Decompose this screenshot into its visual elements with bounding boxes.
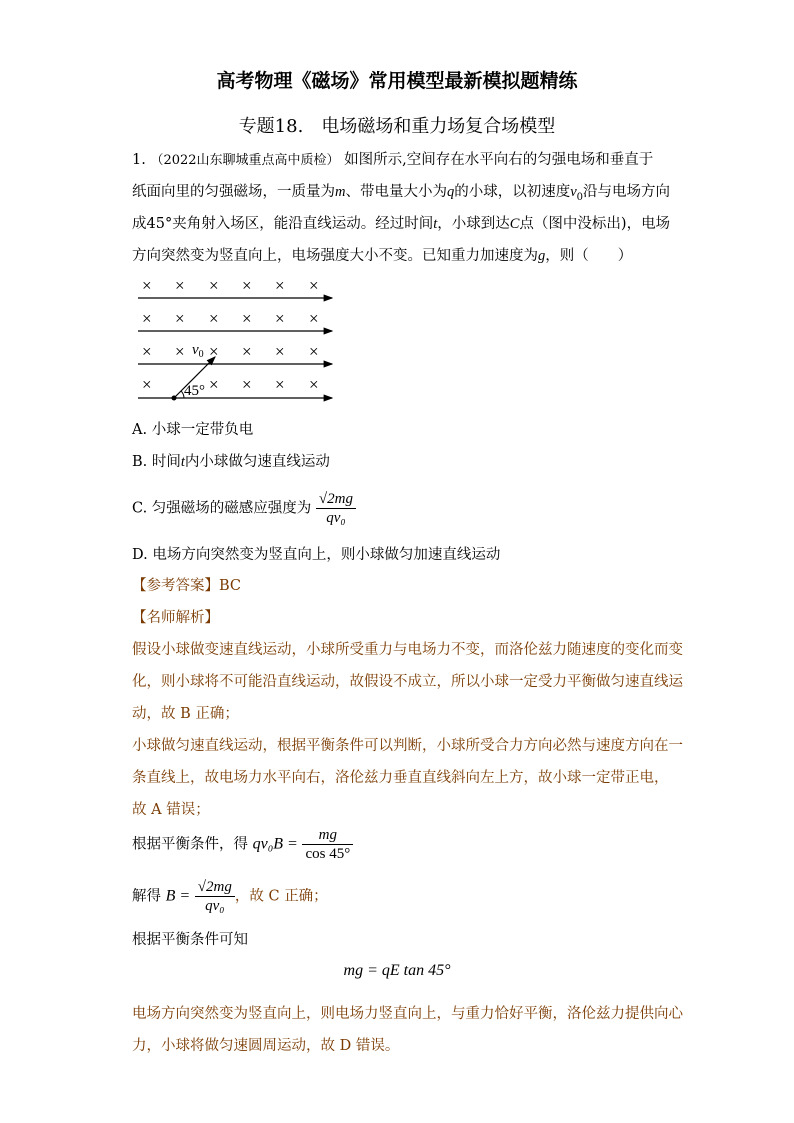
analysis-p3: 根据平衡条件，得 qv₀B = $\frac{mg}{\cos 45^\circ}$ [132,826,353,863]
option-c: C. 匀强磁场的磁感应强度为 $\frac{√2mg}{\text{qv₀}}$ [132,490,356,527]
cross-mark: × [142,375,152,394]
option-c-fraction: $\frac{√2mg}{\text{qv₀}}$ [316,490,356,527]
question-source: （2022山东聊城重点高中质检） [150,153,340,168]
question-line-2: 纸面向里的匀强磁场，一质量为m、带电量大小为q的小球，以初速度$v_0$沿与电场方向 [132,184,671,203]
cross-mark: × [142,276,152,295]
field-diagram [132,272,342,407]
cross-mark: × [209,276,219,295]
analysis-p4: 解得 B = $\frac{√2mg}{\text{qv₀}}$ ，故 C 正确； [132,879,328,914]
analysis-p6-line-2: 力，小球将做匀速圆周运动，故 D 错误。 [132,1038,400,1054]
cross-mark: × [275,276,285,295]
cross-mark: × [309,276,319,295]
cross-mark: × [142,309,152,328]
cross-mark: × [175,342,185,361]
analysis-p1-line-2: 化，则小球将不可能沿直线运动，故假设不成立，所以小球一定受力平衡做匀速直线运 [132,674,683,690]
cross-mark: × [175,309,185,328]
equilibrium-fraction: $\frac{mg}{\cos 45^\circ}$ [302,826,353,863]
analysis-p5: 根据平衡条件可知 [132,932,248,948]
cross-mark: × [209,375,219,394]
answer-value: BC [219,578,242,594]
question-line-3: 成45°夹角射入场区，能沿直线运动。经过时间t，小球到达C点（图中没标出)，电场 [132,216,671,232]
cross-mark: × [242,276,252,295]
question-number: 1. [132,152,146,168]
cross-mark: × [175,276,185,295]
cross-mark: × [209,309,219,328]
analysis-p6-line-1: 电场方向突然变为竖直向上，则电场力竖直向上，与重力恰好平衡，洛伦兹力提供向心 [132,1006,683,1022]
analysis-p2-line-1: 小球做匀速直线运动，根据平衡条件可以判断，小球所受合力方向必然与速度方向在一 [132,738,683,754]
analysis-formula: mg = qE tan 45° [343,962,451,979]
analysis-p2-line-2: 条直线上，故电场力水平向右，洛伦兹力垂直直线斜向左上方，故小球一定带正电， [132,770,669,786]
cross-mark: × [142,342,152,361]
answer-line [132,570,241,602]
cross-mark: × [242,342,252,361]
cross-mark: × [309,309,319,328]
cross-mark: × [242,375,252,394]
angle-label: 45° [184,383,205,399]
cross-mark: × [309,342,319,361]
analysis-p1-line-3: 动，故 B 正确； [132,706,239,722]
question-line-4: 方向突然变为竖直向上，电场强度大小不变。已知重力加速度为g，则（ ） [132,248,633,264]
result-fraction: $\frac{√2mg}{\text{qv₀}}$ [195,878,235,915]
answer-label: 【参考答案】 [132,578,219,594]
analysis-label: 【名师解析】 [132,610,219,626]
section-subtitle: 专题18. 电场磁场和重力场复合场模型 [238,116,556,137]
option-b: B. 时间t内小球做匀速直线运动 [132,454,330,470]
magnetic-field-crosses [142,276,319,394]
cross-mark: × [275,375,285,394]
question-line-1: 1. （2022山东聊城重点高中质检） 如图所示,空间存在水平向右的匀强电场和垂直于 [132,152,654,168]
electric-field-lines [138,298,332,398]
analysis-p1-line-1: 假设小球做变速直线运动，小球所受重力与电场力不变，而洛伦兹力随速度的变化而变 [132,642,683,658]
option-d: D. 电场方向突然变为竖直向上，则小球做匀加速直线运动 [132,547,501,563]
cross-mark: × [275,309,285,328]
velocity-label: $v_0$ [192,342,204,360]
cross-mark: × [242,309,252,328]
page-title: 高考物理《磁场》常用模型最新模拟题精练 [216,70,578,92]
option-a: A. 小球一定带负电 [132,422,254,438]
analysis-p2-line-3: 故 A 错误； [132,802,210,818]
cross-mark: × [209,342,219,361]
cross-mark: × [309,375,319,394]
cross-mark: × [275,342,285,361]
